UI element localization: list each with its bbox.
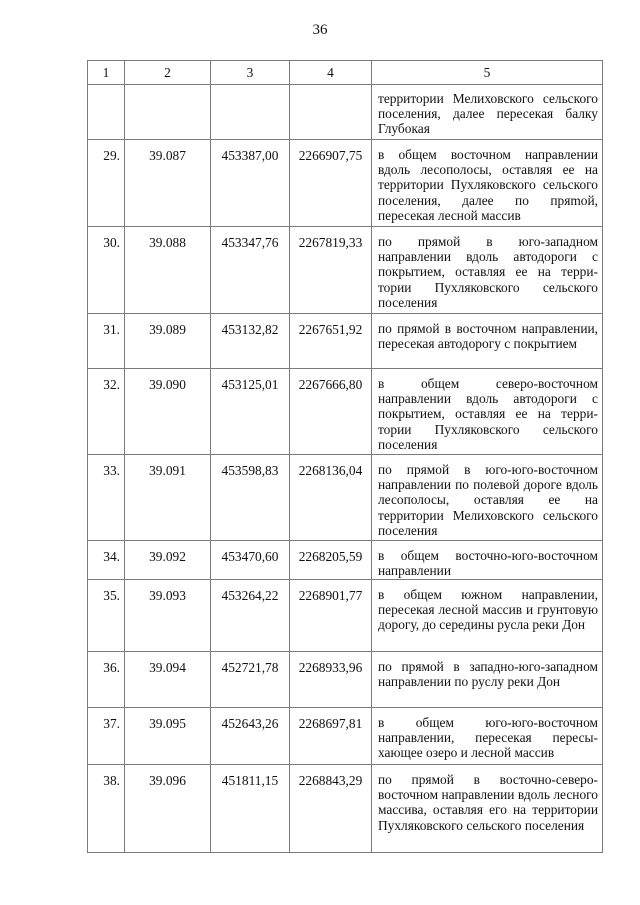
point-code [125,85,211,140]
point-code: 39.096 [125,765,211,853]
y-coordinate: 2268136,04 [290,455,372,541]
header-col-1: 1 [88,61,125,85]
y-coordinate: 2266907,75 [290,140,372,227]
route-description: в общем северо-восточном направлении вдоль автодороги с покрытием, оставляя ее на территории Пухляковского сельского поселения [372,369,603,455]
route-description: в общем восточном направлении вдоль лесополосы, оставляя ее на территории Пухляковского сельского поселения, далее по пряmой, пересекая лесной массив [372,140,603,227]
table-row [88,708,603,765]
header-col-2: 2 [125,61,211,85]
row-number: 31. [88,314,125,369]
y-coordinate: 2268933,96 [290,652,372,708]
row-number [88,85,125,140]
x-coordinate: 453470,60 [211,541,290,580]
header-row [88,61,603,85]
page-number: 36 [312,22,328,38]
x-coordinate: 453598,83 [211,455,290,541]
row-number: 33. [88,455,125,541]
header-col-5: 5 [372,61,603,85]
header-col-4: 4 [290,61,372,85]
row-number: 32. [88,369,125,455]
route-description: территории Мелиховского сельского поселения, далее пересекая балку Глубокая [372,85,603,140]
y-coordinate: 2268697,81 [290,708,372,765]
x-coordinate: 453347,76 [211,227,290,314]
row-number: 30. [88,227,125,314]
route-description: по прямой в юго-западном направлении вдоль автодороги с покрытием, оставляя ее на территории Пухляковского сельского поселения [372,227,603,314]
x-coordinate: 453387,00 [211,140,290,227]
y-coordinate: 2267819,33 [290,227,372,314]
row-number: 37. [88,708,125,765]
point-code: 39.088 [125,227,211,314]
route-description: в общем восточно-юго-восточном направлении [372,541,603,580]
table-row [88,227,603,314]
point-code: 39.093 [125,580,211,652]
x-coordinate: 453132,82 [211,314,290,369]
point-code: 39.092 [125,541,211,580]
y-coordinate [290,85,372,140]
row-number: 35. [88,580,125,652]
x-coordinate: 453264,22 [211,580,290,652]
y-coordinate: 2267666,80 [290,369,372,455]
row-number: 29. [88,140,125,227]
y-coordinate: 2268205,59 [290,541,372,580]
point-code: 39.094 [125,652,211,708]
table-row [88,765,603,853]
x-coordinate: 453125,01 [211,369,290,455]
point-code: 39.089 [125,314,211,369]
x-coordinate: 451811,15 [211,765,290,853]
table-row [88,314,603,369]
table-row [88,580,603,652]
point-code: 39.091 [125,455,211,541]
route-description: в общем южном направлении, пересекая лесной массив и грунтовую дорогу, до середины русла реки Дон [372,580,603,652]
table-row [88,140,603,227]
row-number: 34. [88,541,125,580]
y-coordinate: 2268901,77 [290,580,372,652]
point-code: 39.095 [125,708,211,765]
point-code: 39.087 [125,140,211,227]
y-coordinate: 2267651,92 [290,314,372,369]
table-row [88,652,603,708]
table-row [88,369,603,455]
boundary-table [87,60,603,853]
table-row [88,85,603,140]
x-coordinate: 452721,78 [211,652,290,708]
point-code: 39.090 [125,369,211,455]
table-row [88,455,603,541]
row-number: 38. [88,765,125,853]
header-col-3: 3 [211,61,290,85]
route-description: по прямой в восточно-северовосточном направлении вдоль лесного массива, оставляя его на территории Пухляковского сельского поселения [372,765,603,853]
x-coordinate: 452643,26 [211,708,290,765]
route-description: по прямой в юго-юго-восточном направлении по полевой дороге вдоль лесополосы, оставляя ее на территории Мелиховского сельского поселения [372,455,603,541]
table-row [88,541,603,580]
x-coordinate [211,85,290,140]
route-description: в общем юго-юго-восточном направлении, пересекая пересыхающее озеро и лесной массив [372,708,603,765]
route-description: по прямой в восточном направлении, пересекая автодорогу с покрытием [372,314,603,369]
row-number: 36. [88,652,125,708]
route-description: по прямой в западно-юго-западном направлении по руслу реки Дон [372,652,603,708]
y-coordinate: 2268843,29 [290,765,372,853]
